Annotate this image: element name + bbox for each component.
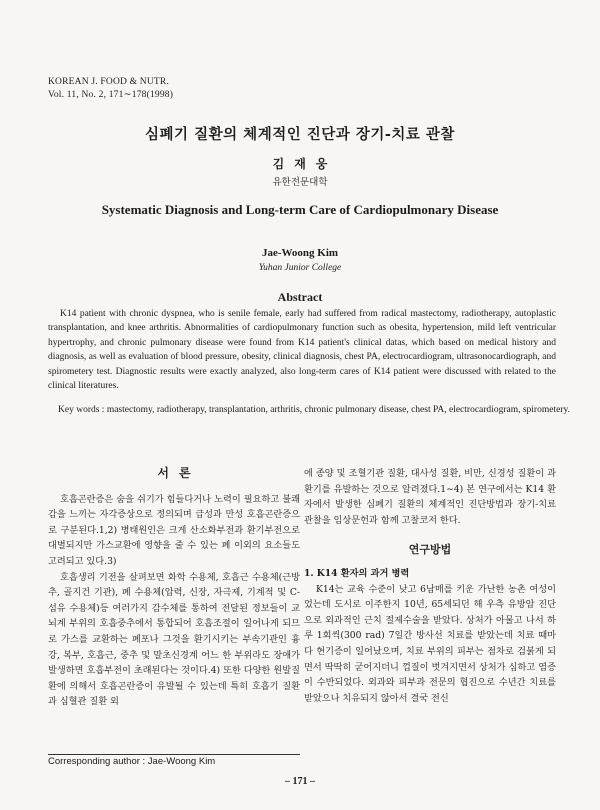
footnote-divider xyxy=(48,754,300,755)
methods-paragraph: K14는 교육 수준이 낮고 6남매를 키운 가난한 농촌 여성이었는데 도시로 이주한지 10년, 65세되던 해 우측 유방암 진단으로 외과적인 근치 절제수술을 받았다. 상처가 아물고 나서 하루 1회씩(300 rad) 7일간 방사선 치료를 받았는데 치료 때마다 현기증이 일어났으며, 치료 부위의 피부는 점차로 검붉게 되면서 딱딱히 굳어지더니 껍질이 벗겨지면서 상처가 심하고 염증이 수반되었다. 외과와 피부과 전문의 협진으로 수년간 치료를 받았으나 치유되지 않아서 결국 전신 xyxy=(304,583,556,704)
korean-author: 김재웅 xyxy=(272,157,338,171)
korean-title: 심폐기 질환의 체계적인 진단과 장기-치료 관찰 xyxy=(145,126,455,143)
page-number: – 171 – xyxy=(285,776,315,787)
methods-heading: 연구방법 xyxy=(408,543,452,557)
left-column xyxy=(48,466,300,754)
keywords: Key words : mastectomy, radiotherapy, transplantation, arthritis, chronic pulmonary disease, chest PA, electrocardiogram, spirometery. xyxy=(58,405,570,415)
english-title-text: Systematic Diagnosis and Long-term Care of Cardiopulmonary Disease xyxy=(101,202,499,217)
corresponding-author-footnote: Corresponding author : Jae-Woong Kim xyxy=(48,756,216,767)
english-affiliation: Yuhan Junior College xyxy=(258,263,342,273)
right-column xyxy=(304,466,556,706)
abstract-heading: Abstract xyxy=(277,290,323,304)
journal-volume: Vol. 11, No. 2, 171∼178(1998) xyxy=(48,90,174,100)
methods-subheading: 1. K14 환자의 과거 병력 xyxy=(304,567,410,579)
intro-paragraph-2: 호흡생리 기전을 살펴보면 화학 수용체, 호흡근 수용체(근방추, 골지건 기관), 폐 수용체(압력, 신장, 자극제, 기계적 및 C-섬유 수용체)등 여러가지 감수체를 통하여 전달된 정보들이 교뇌계 부위의 호흡중추에서 통합되어 호흡조절이 일어나게 되므로 가스를 교환하는 폐포나 그것을 환기시키는 부속기관인 흉강, 복부, 호흡근, 중추 및 말초신경계 어느 한 부위라도 장애가 발생하면 호흡부전이 초래된다는 것이다.4) 또한 다양한 원발질환에 의해서 호흡곤란증이 유발될 수 있는데 특히 호흡기 질환과 심혈관 질환 외 xyxy=(48,571,300,708)
korean-affiliation: 유한전문대학 xyxy=(272,177,328,188)
english-title xyxy=(0,201,600,219)
english-author: Jae-Woong Kim xyxy=(261,247,339,259)
journal-name: KOREAN J. FOOD & NUTR. xyxy=(48,77,170,87)
intro-continuation: 에 종양 및 조혈기관 질환, 대사성 질환, 비만, 신경성 질환이 과환기를 유발하는 것으로 알려졌다.1∼4) 본 연구에서는 K14 환자에서 발생한 심폐기 질환의 체계적인 진단방법과 장기-치료 관찰을 임상문헌과 함께 고찰코저 한다. xyxy=(304,468,556,526)
abstract-text: K14 patient with chronic dyspnea, who is senile female, early had suffered from radical mastectomy, radiotherapy, autoplastic transplantation, and knee arthritis. Abnormalities of cardiopulmonary function such as obesita, hypertension, mild left ventricular hypertrophy, and chronic pulmonary disease were found from K14 patient's clinical datas, which based on medical history and diagnosis, as well as evaluation of blood pressure, obesity, clinical diagnosis, chest PA, electrocardiogram, ultrasonocardiograph, and spirometery test. Diagnostic results were exactly analyzed, also long-term cares of K14 patient were discussed with related to the clinical literatures. xyxy=(48,309,556,392)
intro-paragraph-1: 호흡곤란증은 숨을 쉬기가 힘들다거나 노력이 필요하고 불쾌감을 느끼는 자각증상으로 정의되며 급성과 만성 호흡곤란증으로 구분된다.1,2) 병태원인은 크게 산소화부전과 환기부전으로 대별되지만 가스교환에 영향을 줄 수 있는 폐 이외의 요소들도 고려되고 있다.3) xyxy=(48,493,300,567)
journal-citation xyxy=(48,76,173,102)
introduction-heading: 서론 xyxy=(157,466,201,480)
